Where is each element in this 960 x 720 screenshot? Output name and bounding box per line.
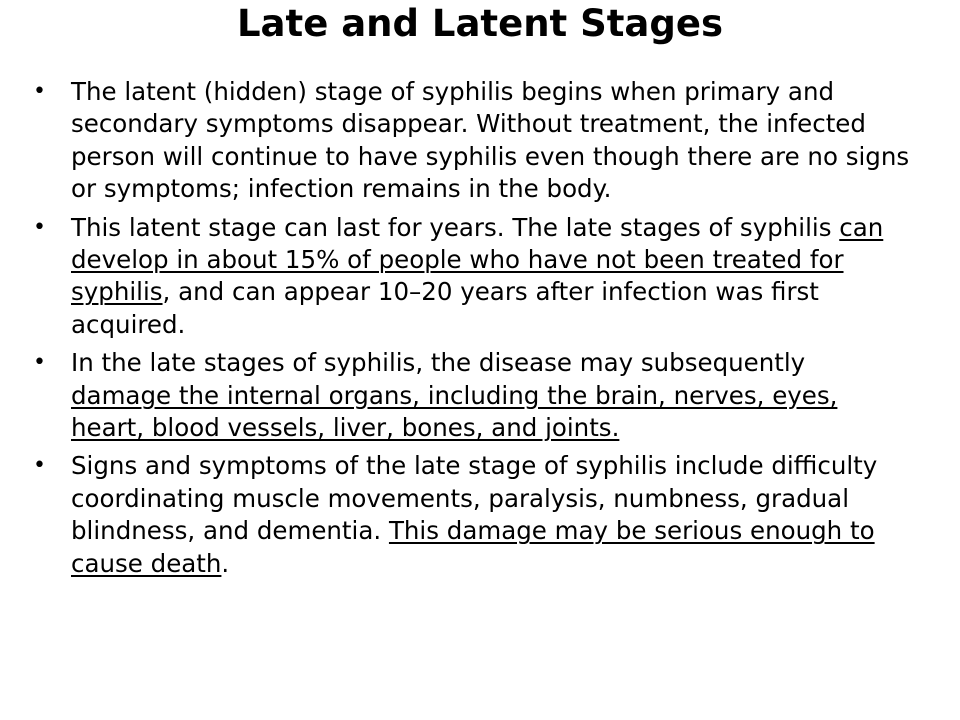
bullet-dot-icon: • — [33, 453, 46, 479]
bullet-text-end: . — [221, 548, 230, 578]
underlined-text: can develop in about 15% of people who have not been treated for syphilis — [71, 212, 884, 307]
bullet-item-organ-damage — [30, 347, 910, 444]
bullet-text: In the late stages of syphilis, the disease may subsequently — [71, 348, 806, 378]
bullet-item-duration — [30, 212, 910, 342]
bullet-dot-icon: • — [33, 214, 46, 240]
underlined-text: damage the internal organs, including the brain, nerves, eyes, heart, blood vessels, liver, bones, and joints. — [71, 380, 838, 443]
bullet-item-symptoms — [30, 450, 910, 580]
bullet-text: The latent (hidden) stage of syphilis begins when primary and secondary symptoms disappear. Without treatment, the infected person will continue to have syphilis even though there are no signs or symptoms; infection remains in the body. — [71, 77, 910, 204]
underlined-text: This damage may be serious enough to cause death — [71, 516, 875, 578]
bullet-text-end: , and can appear 10–20 years after infection was first acquired. — [71, 277, 819, 339]
bullet-item-latent-stage — [30, 76, 910, 206]
bullet-list — [30, 76, 910, 586]
bullet-text: This latent stage can last for years. The late stages of syphilis — [71, 212, 840, 242]
bullet-dot-icon: • — [33, 350, 46, 376]
slide-title: Late and Latent Stages — [236, 2, 724, 45]
bullet-dot-icon: • — [33, 79, 46, 104]
bullet-text: Signs and symptoms of the late stage of syphilis include difficulty coordinating muscle movements, paralysis, numbness, gradual blindness, and dementia. — [71, 451, 878, 546]
